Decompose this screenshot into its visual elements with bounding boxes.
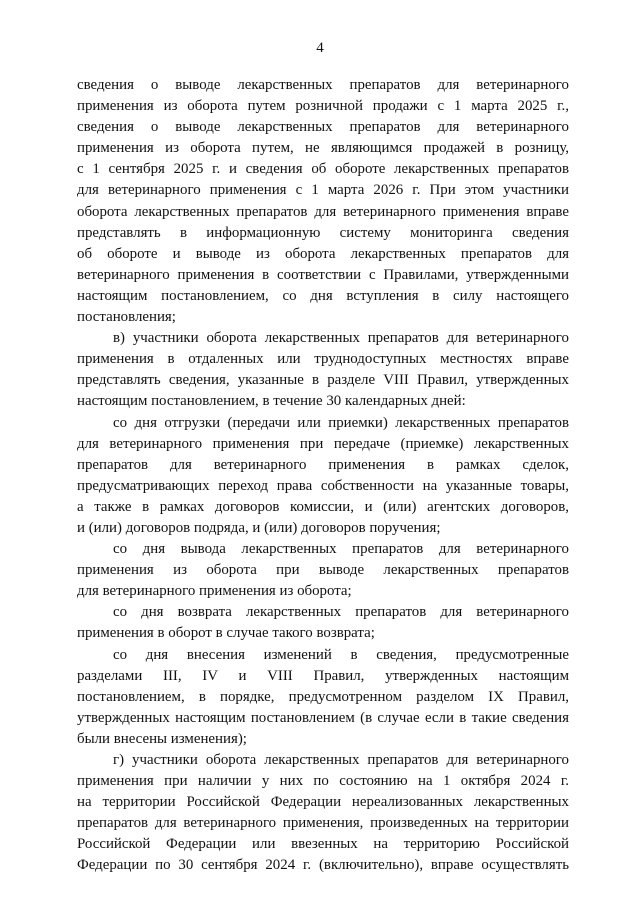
- text-line: в) участники оборота лекарственных препаратов для ветеринарного: [113, 330, 569, 347]
- text-line: представлять сведения, указанные в разделе VIII Правил, утвержденных: [77, 372, 569, 389]
- text-line: об обороте и выводе из оборота лекарственных препаратов для: [77, 245, 569, 262]
- text-line: представлять в информационную систему мониторинга сведения: [77, 224, 569, 241]
- text-line: для ветеринарного применения при передаче (приемке) лекарственных: [77, 435, 569, 452]
- text-line: а также в рамках договоров комиссии, и (или) агентских договоров,: [77, 498, 569, 515]
- text-line: предусматривающих переход права собственности на указанные товары,: [77, 477, 569, 494]
- text-line: препаратов для ветеринарного применения в рамках сделок,: [77, 456, 569, 473]
- text-line: на территории Российской Федерации нереализованных лекарственных: [77, 794, 569, 811]
- body-text: [77, 75, 569, 877]
- text-line: ветеринарного применения в соответствии с Правилами, утвержденными: [77, 266, 569, 283]
- text-line: со дня внесения изменений в сведения, предусмотренные: [113, 646, 569, 663]
- text-line: настоящим постановлением, со дня вступления в силу настоящего: [77, 287, 569, 304]
- text-line: применения из оборота путем розничной продажи с 1 марта 2025 г.,: [77, 98, 569, 115]
- text-line: разделами III, IV и VIII Правил, утвержденных настоящим: [77, 667, 569, 684]
- text-line: были внесены изменения);: [77, 730, 247, 747]
- text-line: г) участники оборота лекарственных препаратов для ветеринарного: [113, 752, 569, 768]
- text-line: для ветеринарного применения из оборота;: [77, 583, 352, 600]
- text-line: применения из оборота при выводе лекарственных препаратов: [77, 562, 569, 579]
- text-line: и (или) договоров подряда, и (или) договоров поручения;: [77, 519, 441, 536]
- text-line: со дня возврата лекарственных препаратов для ветеринарного: [113, 604, 569, 621]
- text-line: применения при наличии у них по состоянию на 1 октября 2024 г.: [77, 773, 569, 790]
- text-line: со дня отгрузки (передачи или приемки) лекарственных препаратов: [113, 414, 569, 431]
- page-number: 4: [316, 40, 324, 56]
- text-line: применения в оборот в случае такого возврата;: [77, 625, 375, 642]
- text-line: со дня вывода лекарственных препаратов для ветеринарного: [113, 541, 569, 558]
- text-line: оборота лекарственных препаратов для ветеринарного применения вправе: [77, 203, 569, 220]
- text-line: сведения о выводе лекарственных препаратов для ветеринарного: [77, 77, 569, 93]
- text-line: сведения о выводе лекарственных препаратов для ветеринарного: [77, 119, 569, 136]
- text-line: применения из оборота путем, не являющимся продажей в розницу,: [77, 140, 569, 157]
- text-line: постановлением, в порядке, предусмотренном разделом IX Правил,: [77, 688, 569, 705]
- text-line: настоящим постановлением, в течение 30 календарных дней:: [77, 393, 466, 410]
- text-line: с 1 сентября 2025 г. и сведения об обороте лекарственных препаратов: [77, 161, 569, 178]
- text-line: применения в отдаленных или труднодоступных местностях вправе: [77, 351, 569, 368]
- text-line: Российской Федерации или ввезенных на территорию Российской: [77, 836, 569, 853]
- text-line: постановления;: [77, 309, 176, 326]
- text-line: препаратов для ветеринарного применения, произведенных на территории: [77, 815, 569, 832]
- text-line: утвержденных настоящим постановлением (в случае если в такие сведения: [77, 709, 569, 726]
- text-line: для ветеринарного применения с 1 марта 2026 г. При этом участники: [77, 182, 569, 199]
- text-line: Федерации по 30 сентября 2024 г. (включительно), вправе осуществлять: [77, 857, 569, 874]
